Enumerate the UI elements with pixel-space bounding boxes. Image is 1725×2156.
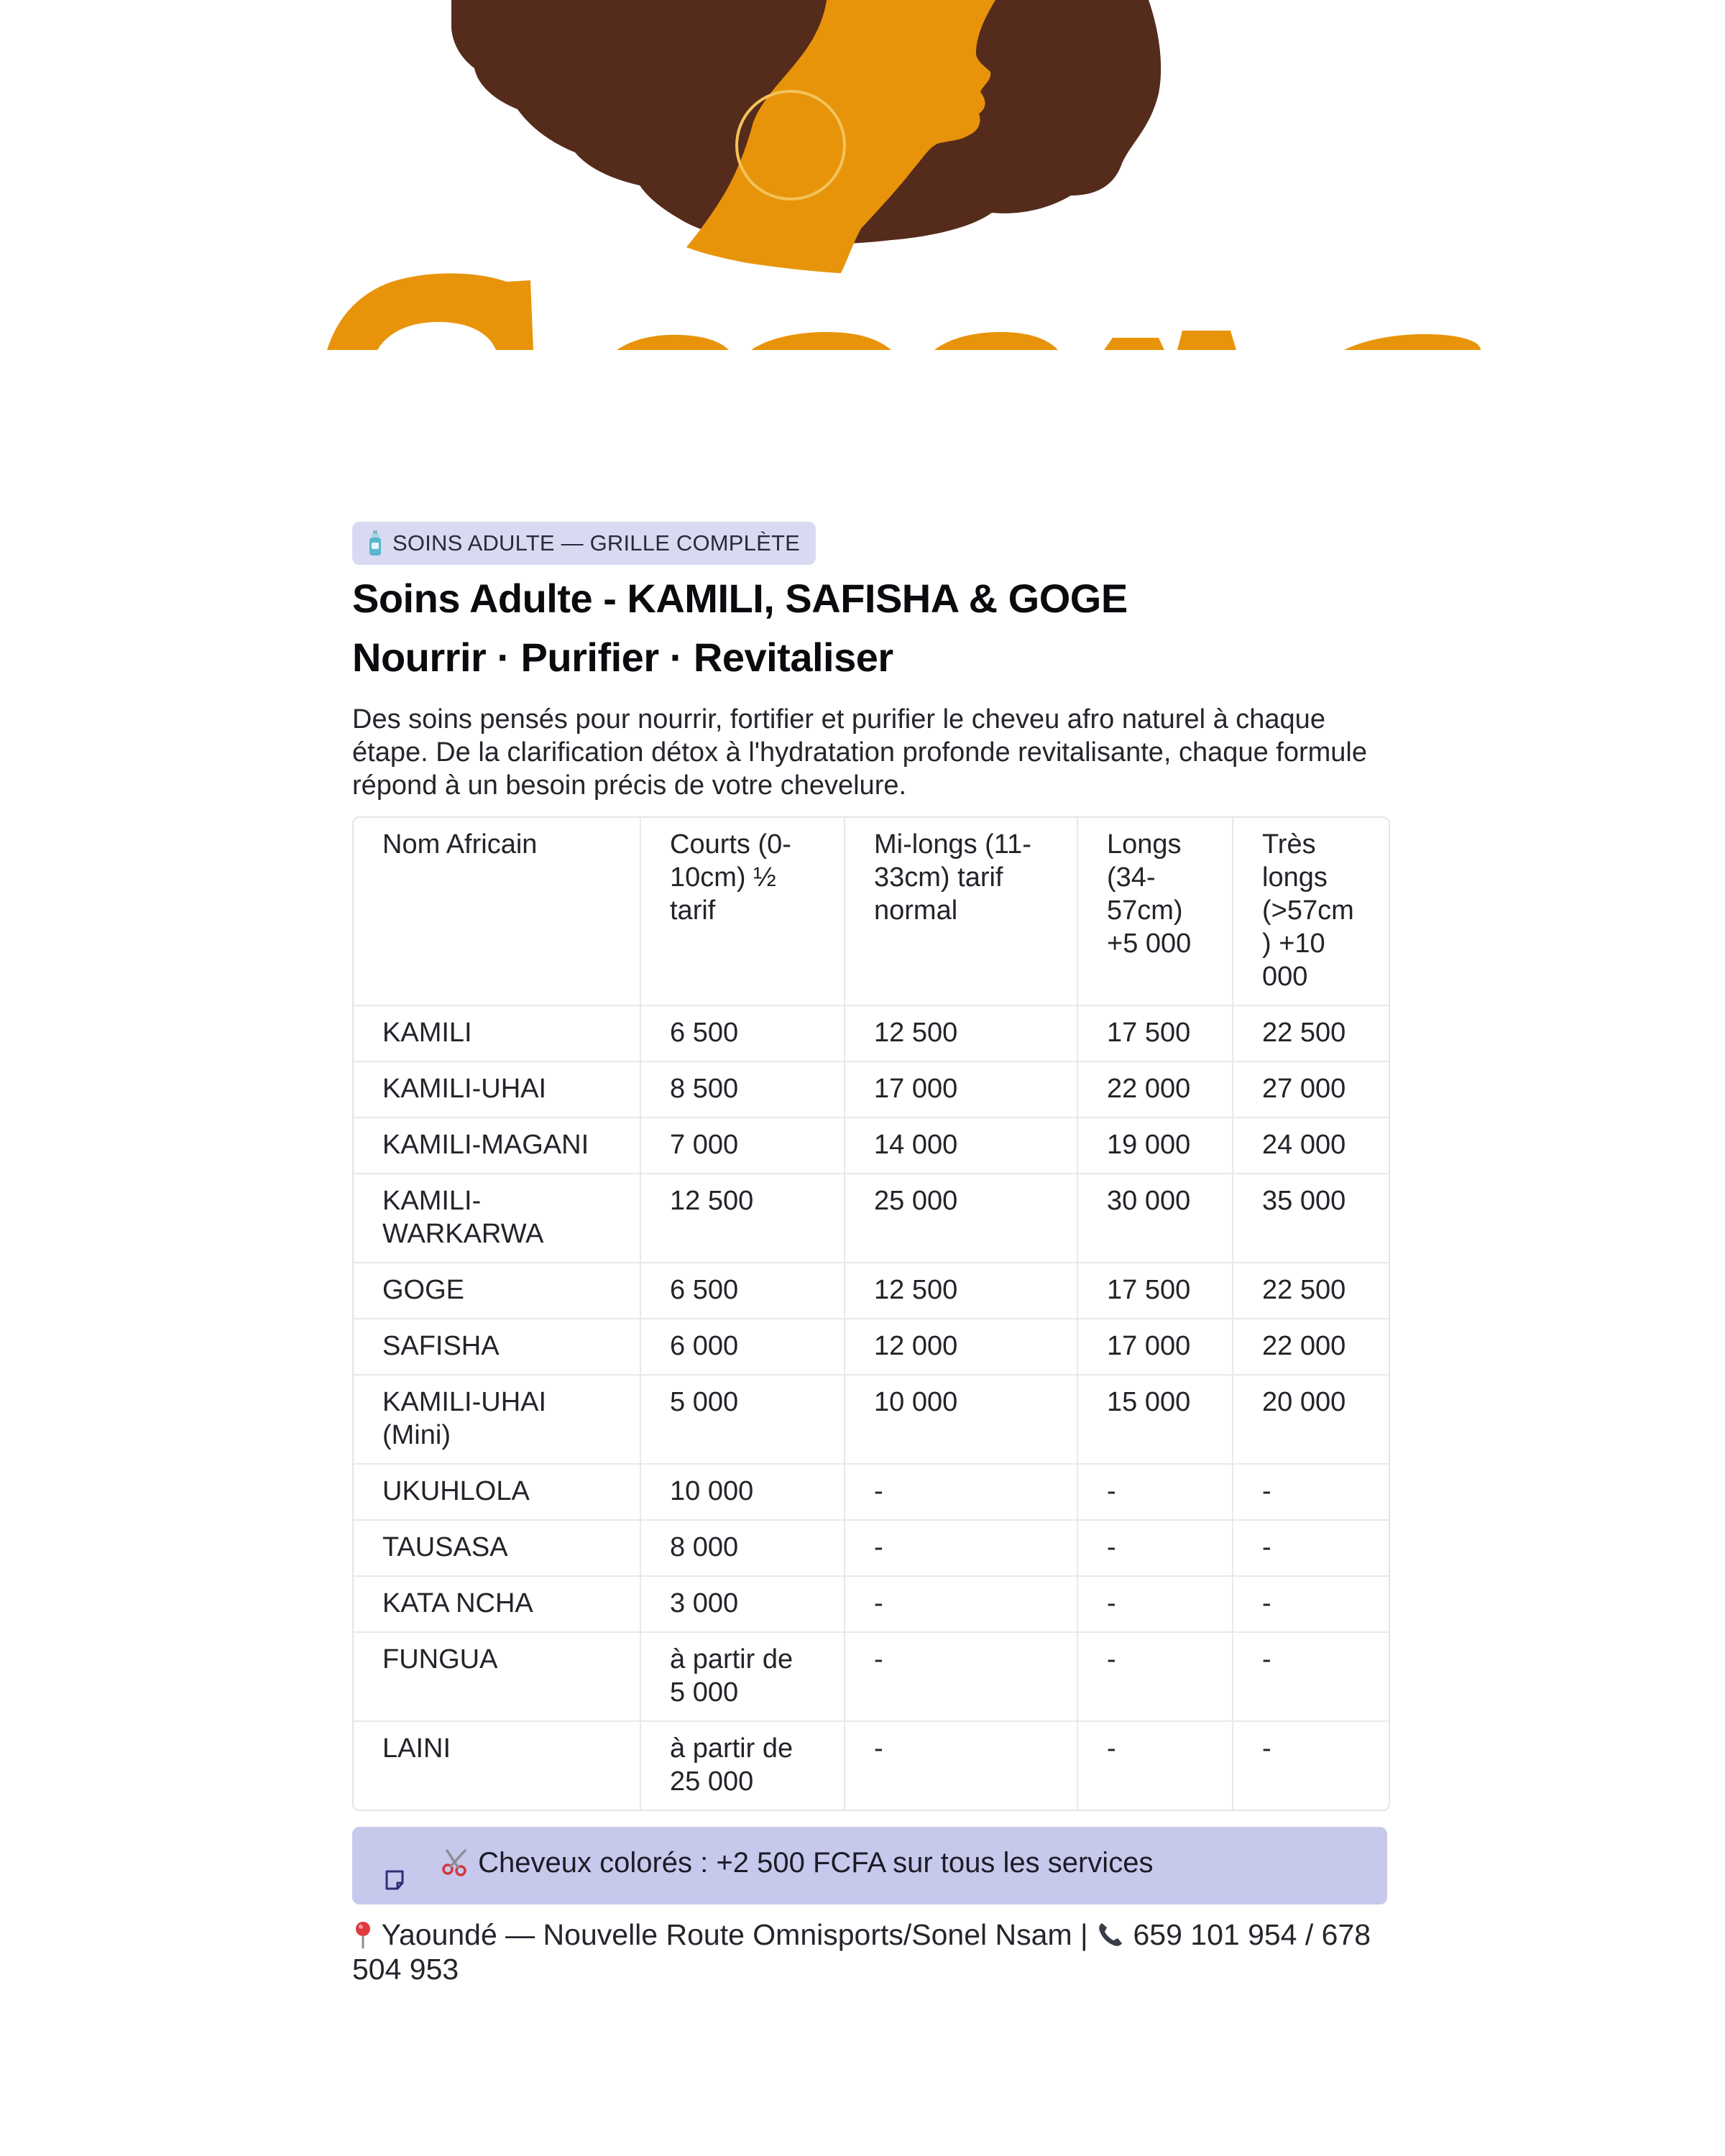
table-cell: 22 500 <box>1233 1006 1389 1062</box>
table-cell: 19 000 <box>1078 1118 1233 1174</box>
table-cell: 12 000 <box>845 1319 1078 1376</box>
table-cell: 5 000 <box>641 1376 845 1465</box>
page-title <box>352 569 1387 687</box>
table-row <box>354 1465 1389 1521</box>
table-cell: 17 500 <box>1078 1006 1233 1062</box>
table-cell: UKUHLOLA <box>354 1465 641 1521</box>
table-cell: 22 500 <box>1233 1263 1389 1319</box>
intro-paragraph: Des soins pensés pour nourrir, fortifier et purifier le cheveu afro naturel à chaque étape. De la clarification détox à l'hydratation profonde revitalisante, chaque formule répond à un besoin précis de votre chevelure. <box>352 704 1367 801</box>
table-row <box>354 1174 1389 1263</box>
phone-numbers[interactable]: 659 101 954 / 678 504 953 <box>352 1918 1371 1986</box>
table-cell: 17 000 <box>1078 1319 1233 1376</box>
table-row <box>354 1006 1389 1062</box>
table-cell: 6 500 <box>641 1006 845 1062</box>
pin-icon <box>352 1917 374 1952</box>
table-row <box>354 1319 1389 1376</box>
table-cell: - <box>1233 1465 1389 1521</box>
table-cell: 10 000 <box>845 1376 1078 1465</box>
table-cell: 6 000 <box>641 1319 845 1376</box>
table-cell: - <box>1078 1633 1233 1722</box>
table-cell: - <box>1078 1521 1233 1577</box>
table-cell: - <box>845 1465 1078 1521</box>
table-cell: SAFISHA <box>354 1319 641 1376</box>
table-cell: 27 000 <box>1233 1062 1389 1118</box>
table-cell: 22 000 <box>1233 1319 1389 1376</box>
logo-wordmark <box>327 273 1481 350</box>
table-row <box>354 1521 1389 1577</box>
table-cell: KAMILI-UHAI <box>354 1062 641 1118</box>
footer-separator: | <box>1080 1918 1088 1951</box>
table-cell: 15 000 <box>1078 1376 1233 1465</box>
scissors-icon <box>441 1844 470 1881</box>
table-cell: 8 000 <box>641 1521 845 1577</box>
table-row <box>354 1263 1389 1319</box>
title-line-1: Soins Adulte - KAMILI, SAFISHA & GOGE <box>352 576 1128 621</box>
table-cell: à partir de 5 000 <box>641 1633 845 1722</box>
table-cell: 12 500 <box>845 1006 1078 1062</box>
table-cell: 22 000 <box>1078 1062 1233 1118</box>
table-cell: 35 000 <box>1233 1174 1389 1263</box>
badge-label: SOINS ADULTE — GRILLE COMPLÈTE <box>392 530 801 556</box>
table-cell: - <box>845 1521 1078 1577</box>
table-cell: - <box>845 1577 1078 1633</box>
footer-contact <box>352 1917 1387 1986</box>
note-text-line <box>441 1844 1153 1881</box>
table-cell: 20 000 <box>1233 1376 1389 1465</box>
column-header: Longs (34-57cm) +5 000 <box>1078 818 1233 1006</box>
table-row <box>354 1633 1389 1722</box>
table-cell: 10 000 <box>641 1465 845 1521</box>
column-header: Mi-longs (11-33cm) tarif normal <box>845 818 1078 1006</box>
table-header-row <box>354 818 1389 1006</box>
table-cell: 7 000 <box>641 1118 845 1174</box>
table-cell: - <box>845 1633 1078 1722</box>
table-cell: 3 000 <box>641 1577 845 1633</box>
table-cell: 17 000 <box>845 1062 1078 1118</box>
table-cell: KATA NCHA <box>354 1577 641 1633</box>
table-cell: KAMILI-UHAI (Mini) <box>354 1376 641 1465</box>
table-row <box>354 1722 1389 1810</box>
colored-hair-note <box>352 1827 1387 1904</box>
table-cell: LAINI <box>354 1722 641 1810</box>
table-cell: à partir de 25 000 <box>641 1722 845 1810</box>
table-cell: 17 500 <box>1078 1263 1233 1319</box>
phone-icon <box>1096 1917 1125 1952</box>
table-cell: 30 000 <box>1078 1174 1233 1263</box>
title-line-2: Nourrir · Purifier · Revitaliser <box>352 635 893 680</box>
table-cell: 12 500 <box>845 1263 1078 1319</box>
table-cell: KAMILI-MAGANI <box>354 1118 641 1174</box>
price-table <box>352 816 1390 1811</box>
table-cell: 12 500 <box>641 1174 845 1263</box>
main-content <box>352 522 1387 1986</box>
table-cell: - <box>1233 1577 1389 1633</box>
sticky-note-icon <box>384 1866 405 1887</box>
table-cell: - <box>1078 1465 1233 1521</box>
column-header: Courts (0-10cm) ½ tarif <box>641 818 845 1006</box>
table-cell: KAMILI <box>354 1006 641 1062</box>
table-row <box>354 1577 1389 1633</box>
table-cell: - <box>1233 1521 1389 1577</box>
lotion-bottle-icon <box>368 530 382 556</box>
table-row <box>354 1118 1389 1174</box>
table-cell: - <box>1078 1577 1233 1633</box>
table-cell: TAUSASA <box>354 1521 641 1577</box>
table-cell: - <box>1233 1633 1389 1722</box>
column-header: Nom Africain <box>354 818 641 1006</box>
table-cell: 8 500 <box>641 1062 845 1118</box>
table-row <box>354 1062 1389 1118</box>
table-cell: FUNGUA <box>354 1633 641 1722</box>
table-cell: GOGE <box>354 1263 641 1319</box>
table-cell: 24 000 <box>1233 1118 1389 1174</box>
table-cell: - <box>845 1722 1078 1810</box>
table-cell: 14 000 <box>845 1118 1078 1174</box>
section-badge <box>352 522 816 565</box>
table-cell: - <box>1262 1733 1271 1764</box>
table-cell: - <box>1078 1722 1233 1810</box>
column-header: Très longs (>57cm) +10 000 <box>1233 818 1389 1006</box>
brand-logo <box>0 0 1725 350</box>
table-cell: 6 500 <box>641 1263 845 1319</box>
note-text: Cheveux colorés : +2 500 FCFA sur tous les services <box>478 1847 1154 1879</box>
address-text: Yaoundé — Nouvelle Route Omnisports/Sonel Nsam <box>381 1918 1072 1951</box>
table-cell: 25 000 <box>845 1174 1078 1263</box>
table-cell: KAMILI-WARKARWA <box>354 1174 641 1263</box>
table-row <box>354 1376 1389 1465</box>
